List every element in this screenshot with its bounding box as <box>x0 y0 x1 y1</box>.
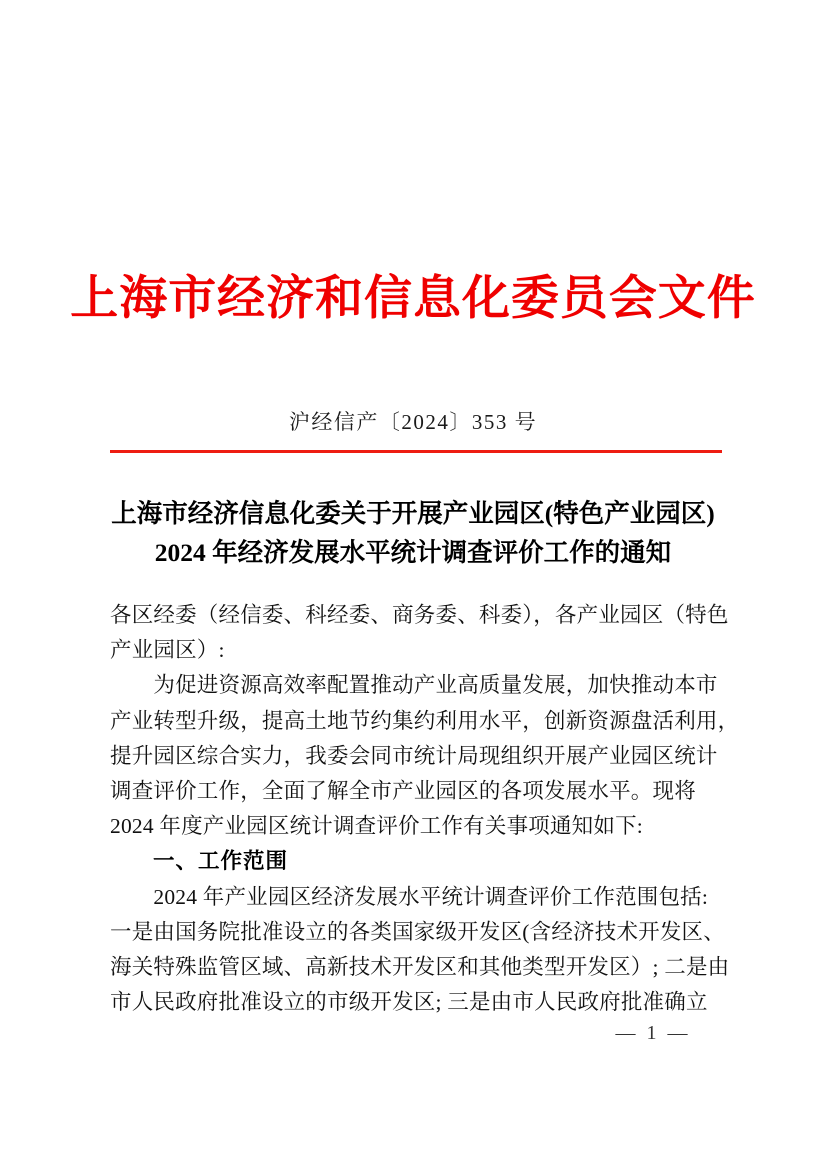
recipient-paragraph <box>110 598 728 668</box>
title-line-1: 上海市经济信息化委关于开展产业园区(特色产业园区) <box>111 499 715 528</box>
page-number: — 1 — <box>615 1022 691 1044</box>
section-one-line-2: 一是由国务院批准设立的各类国家级开发区(含经济技术开发区、 <box>110 919 725 944</box>
page-title <box>95 494 731 572</box>
intro-line-5: 2024 年度产业园区统计调查评价工作有关事项通知如下: <box>110 814 643 839</box>
section-one-line-3: 海关特殊监管区域、高新技术开发区和其他类型开发区）; 二是由 <box>110 955 730 980</box>
section-heading-work-scope: 一、工作范围 <box>153 849 289 874</box>
intro-line-1: 为促进资源高效率配置推动产业高质量发展，加快推动本市 <box>110 673 718 698</box>
intro-paragraph <box>110 668 740 844</box>
document-number: 沪经信产〔2024〕353 号 <box>288 410 538 434</box>
section-one-line-4: 市人民政府批准设立的市级开发区; 三是由市人民政府批准确立 <box>110 990 708 1015</box>
intro-line-3: 提升园区综合实力，我委会同市统计局现组织开展产业园区统计 <box>110 743 718 768</box>
recipient-line-2: 产业园区）: <box>110 638 225 663</box>
masthead-title: 上海市经济和信息化委员会文件 <box>70 273 756 325</box>
recipient-line-1: 各区经委（经信委、科经委、商务委、科委），各产业园区（特色 <box>110 603 729 627</box>
red-separator-rule <box>110 450 722 453</box>
document-body <box>110 598 740 1020</box>
masthead <box>0 270 826 329</box>
section-one-paragraph <box>110 880 728 1021</box>
page-footer <box>0 1022 826 1045</box>
title-line-2: 2024 年经济发展水平统计调查评价工作的通知 <box>154 538 672 567</box>
intro-line-4: 调查评价工作，全面了解全市产业园区的各项发展水平。现将 <box>110 779 696 804</box>
intro-line-2: 产业转型升级，提高土地节约集约利用水平，创新资源盘活利用， <box>110 708 740 733</box>
section-one-line-1: 2024 年产业园区经济发展水平统计调查评价工作范围包括: <box>110 884 709 909</box>
